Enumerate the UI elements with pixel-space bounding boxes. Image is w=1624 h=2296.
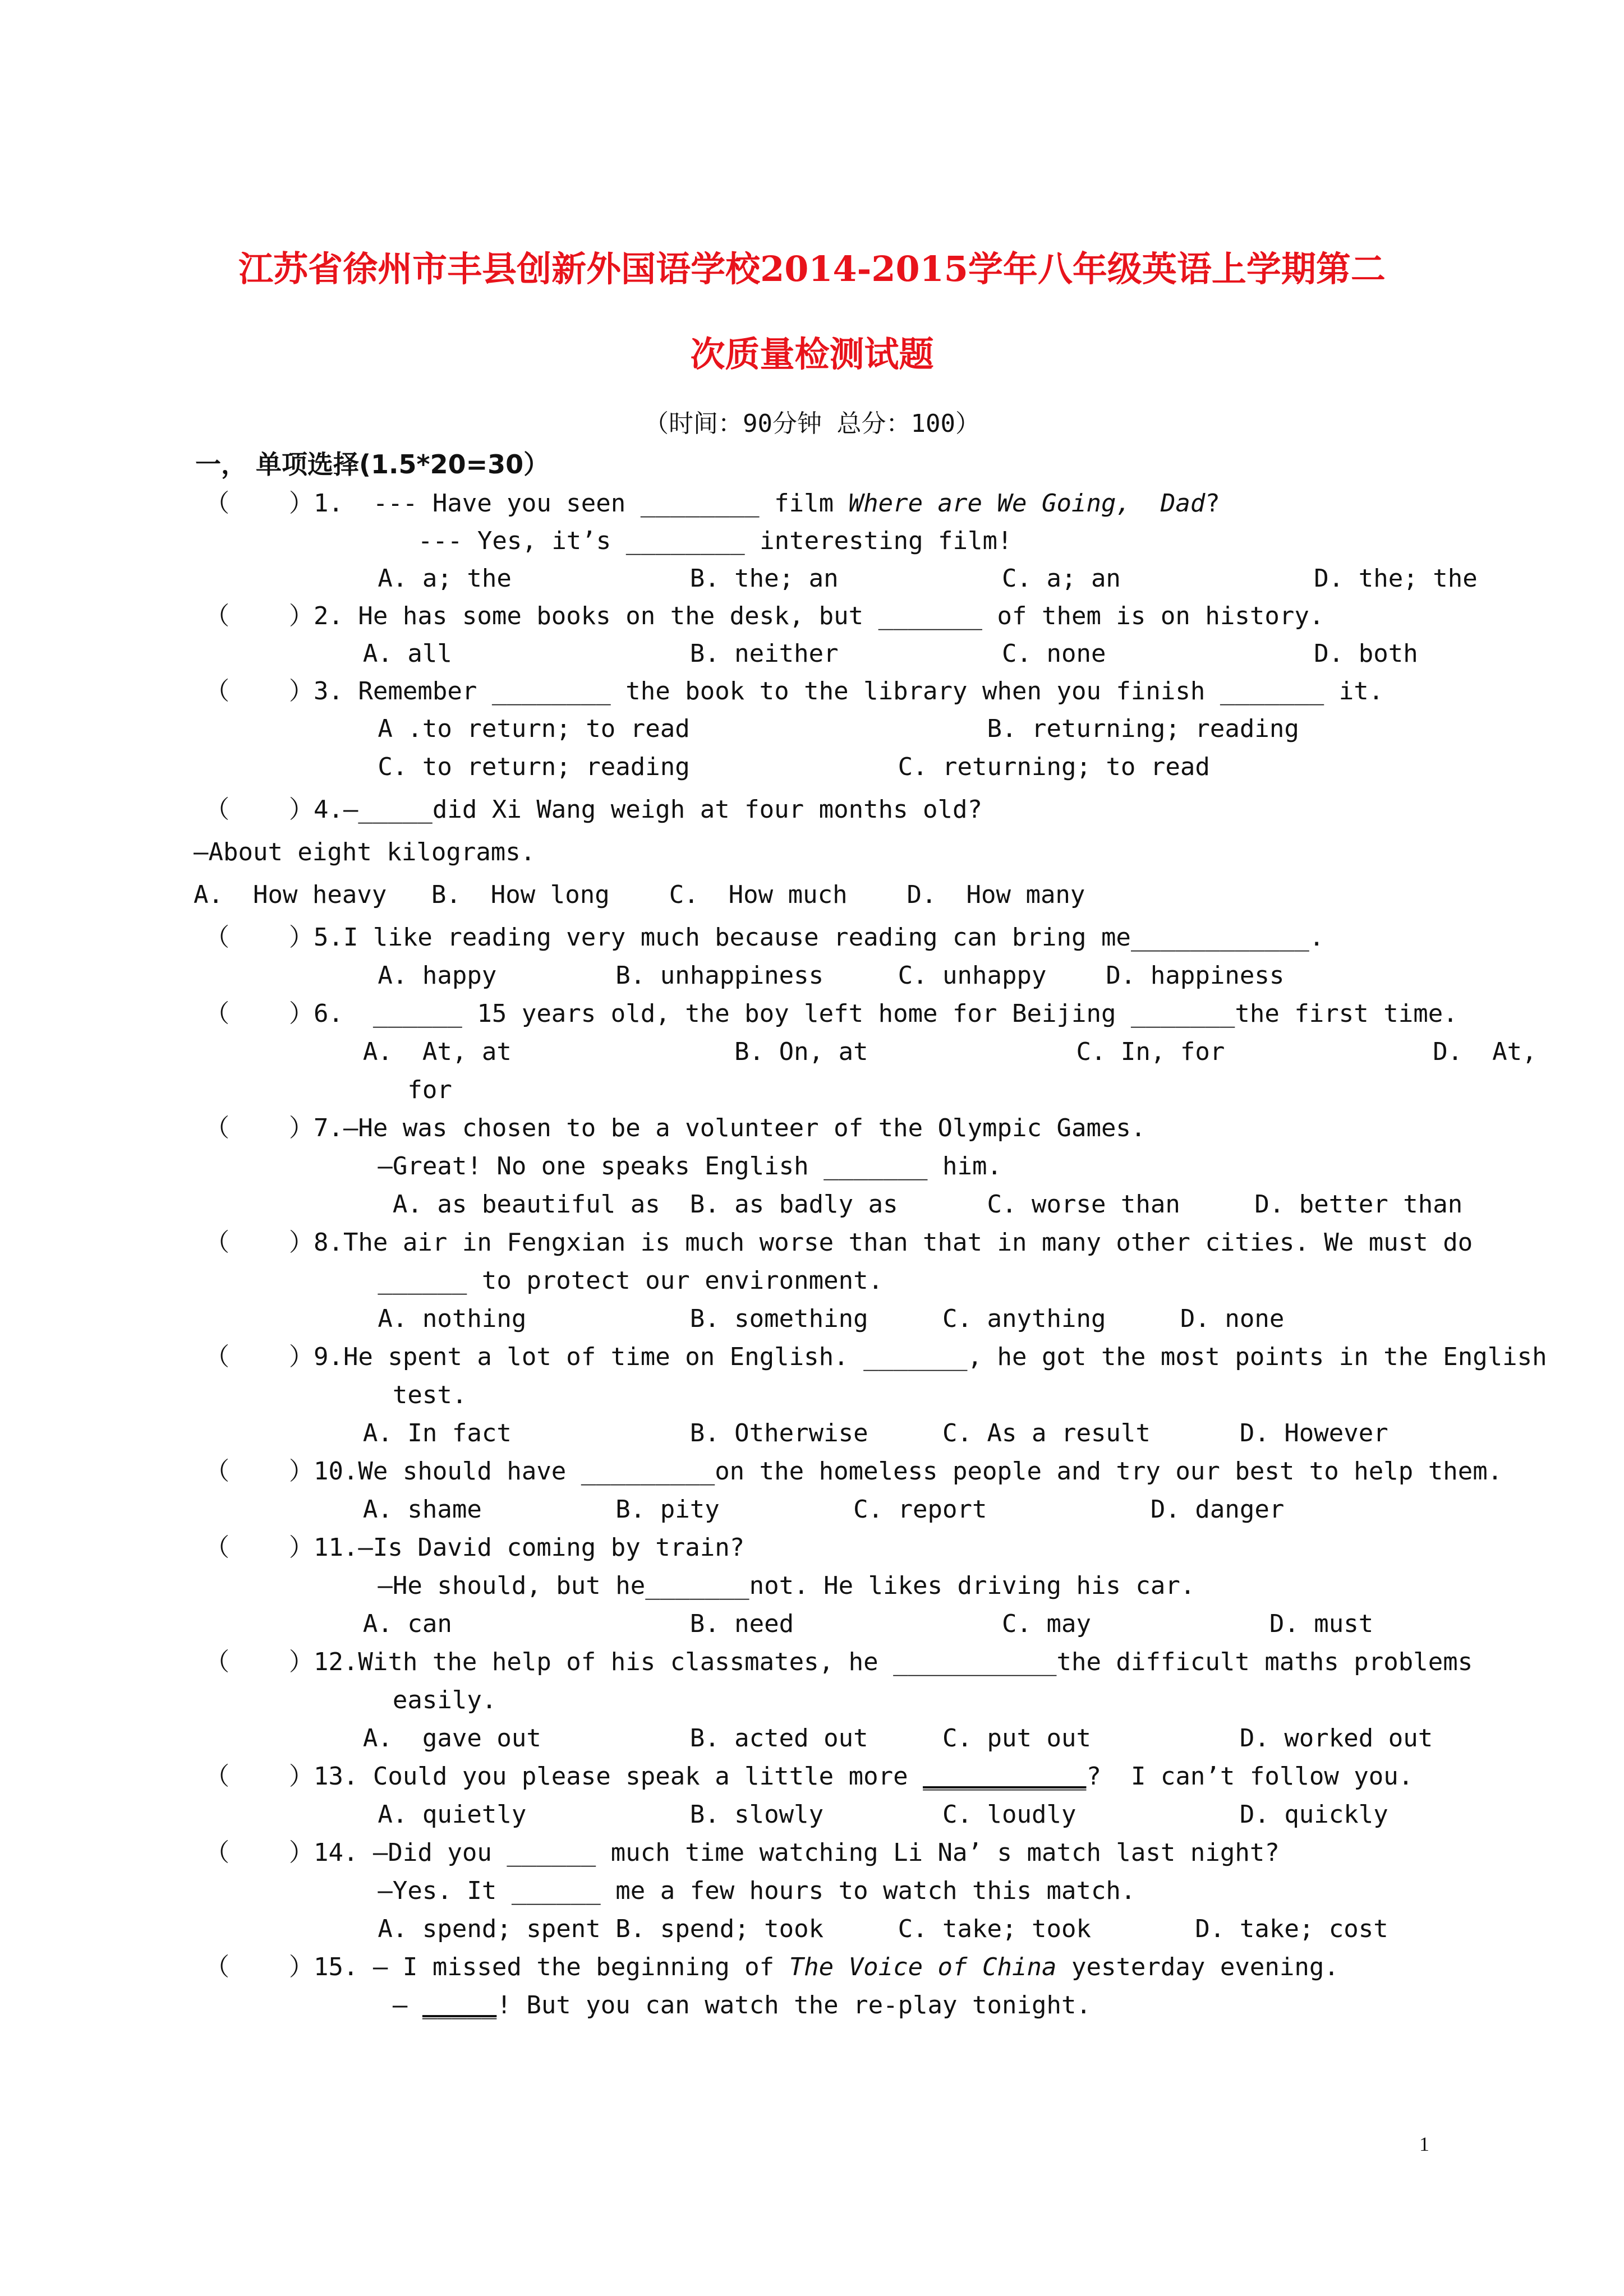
question-12-cont: easily.	[244, 1686, 497, 1714]
question-8-options: A. nothing B. something C. anything D. none	[244, 1304, 1285, 1333]
question-2: （ ）2. He has some books on the desk, but _______ of them is on history.	[205, 602, 1324, 630]
question-3-options-1: A .to return; to read B. returning; reading	[244, 714, 1299, 743]
section-heading: 一， 单项选择(1.5*20=30）	[195, 449, 550, 480]
question-1-options: A. a; the B. the; an C. a; an D. the; the	[244, 564, 1478, 593]
question-9-options: A. In fact B. Otherwise C. As a result D. However	[244, 1419, 1388, 1447]
question-7-reply: —Great! No one speaks English _______ him.	[244, 1152, 1002, 1181]
question-7: （ ）7.—He was chosen to be a volunteer of the Olympic Games.	[205, 1114, 1146, 1142]
question-10-options: A. shame B. pity C. report D. danger	[244, 1495, 1285, 1524]
question-5-text: （ ）5.I like reading very much because reading can bring me	[205, 923, 1131, 952]
question-3-options-2: C. to return; reading C. returning; to read	[244, 753, 1210, 781]
answer-blank: ____________	[1130, 923, 1309, 952]
question-6-options: A. At, at B. On, at C. In, for D. At,	[244, 1038, 1537, 1066]
question-13	[205, 1761, 1413, 1792]
question-4-reply: —About eight kilograms.	[194, 838, 536, 866]
question-11-options: A. can B. need C. may D. must	[244, 1610, 1374, 1638]
exam-title-line-1: 江苏省徐州市丰县创新外国语学校2014-2015学年八年级英语上学期第二	[238, 248, 1386, 289]
question-8-cont: ______ to protect our environment.	[244, 1266, 884, 1295]
question-15	[205, 1952, 1339, 1983]
question-13-text: （ ）13. Could you please speak a little more	[205, 1762, 923, 1791]
question-15-tail: yesterday evening.	[1056, 1953, 1339, 1981]
question-2-options: A. all B. neither C. none D. both	[244, 639, 1418, 668]
question-8: （ ）8.The air in Fengxian is much worse than that in many other cities. We must do	[205, 1228, 1473, 1257]
question-11: （ ）11.—Is David coming by train?	[205, 1533, 745, 1562]
question-7-options: A. as beautiful as B. as badly as C. worse than D. better than	[244, 1190, 1463, 1219]
film-title: Where are We Going, Dad	[848, 489, 1206, 518]
question-1	[205, 488, 1220, 519]
question-12: （ ）12.With the help of his classmates, he ___________the difficult maths problems	[205, 1648, 1473, 1676]
question-14-options: A. spend; spent B. spend; took C. take; took D. take; cost	[244, 1915, 1388, 1943]
question-11-reply: —He should, but he_______not. He likes driving his car.	[244, 1571, 1195, 1600]
question-13-tail: ? I can’t follow you.	[1086, 1762, 1414, 1791]
question-15-reply	[244, 1990, 1091, 2021]
question-14-reply: —Yes. It ______ me a few hours to watch this match.	[244, 1877, 1136, 1905]
question-4-options: A. How heavy B. How long C. How much D. How many	[194, 880, 1085, 909]
question-5-options: A. happy B. unhappiness C. unhappy D. happiness	[244, 961, 1285, 990]
answer-blank: _____	[422, 1991, 497, 2020]
question-4: （ ）4.—_____did Xi Wang weigh at four months old?	[205, 795, 983, 824]
question-14: （ ）14. —Did you ______ much time watching Li Na’ s match last night?	[205, 1838, 1280, 1867]
question-3: （ ）3. Remember ________ the book to the library when you finish _______ it.	[205, 677, 1384, 706]
question-15-reply-tail: ! But you can watch the re-play tonight.	[496, 1991, 1091, 2020]
question-5	[205, 922, 1324, 953]
question-13-options: A. quietly B. slowly C. loudly D. quickly	[244, 1800, 1388, 1829]
exam-title-line-2: 次质量检测试题	[690, 334, 934, 375]
question-9-cont: test.	[244, 1381, 467, 1409]
period: .	[1309, 923, 1324, 952]
page-number: 1	[1419, 2133, 1429, 2155]
question-6: （ ）6. ______ 15 years old, the boy left home for Beijing _______the first time.	[205, 999, 1458, 1028]
question-1-text: （ ）1. --- Have you seen ________ film	[205, 489, 849, 518]
answer-blank: ___________	[923, 1762, 1087, 1791]
dash: —	[244, 1991, 422, 2020]
question-6-options-wrap: for	[244, 1076, 452, 1104]
question-1-reply: --- Yes, it’s ________ interesting film!	[269, 527, 1013, 555]
question-mark: ?	[1205, 489, 1220, 518]
question-9: （ ）9.He spent a lot of time on English. _______, he got the most points in the English	[205, 1343, 1547, 1371]
question-12-options: A. gave out B. acted out C. put out D. worked out	[244, 1724, 1433, 1753]
question-15-text: （ ）15. — I missed the beginning of	[205, 1953, 789, 1981]
show-title: The Voice of China	[789, 1953, 1057, 1981]
question-10: （ ）10.We should have _________on the homeless people and try our best to help them.	[205, 1457, 1503, 1486]
exam-time-score: （时间：90分钟 总分：100）	[644, 409, 980, 438]
